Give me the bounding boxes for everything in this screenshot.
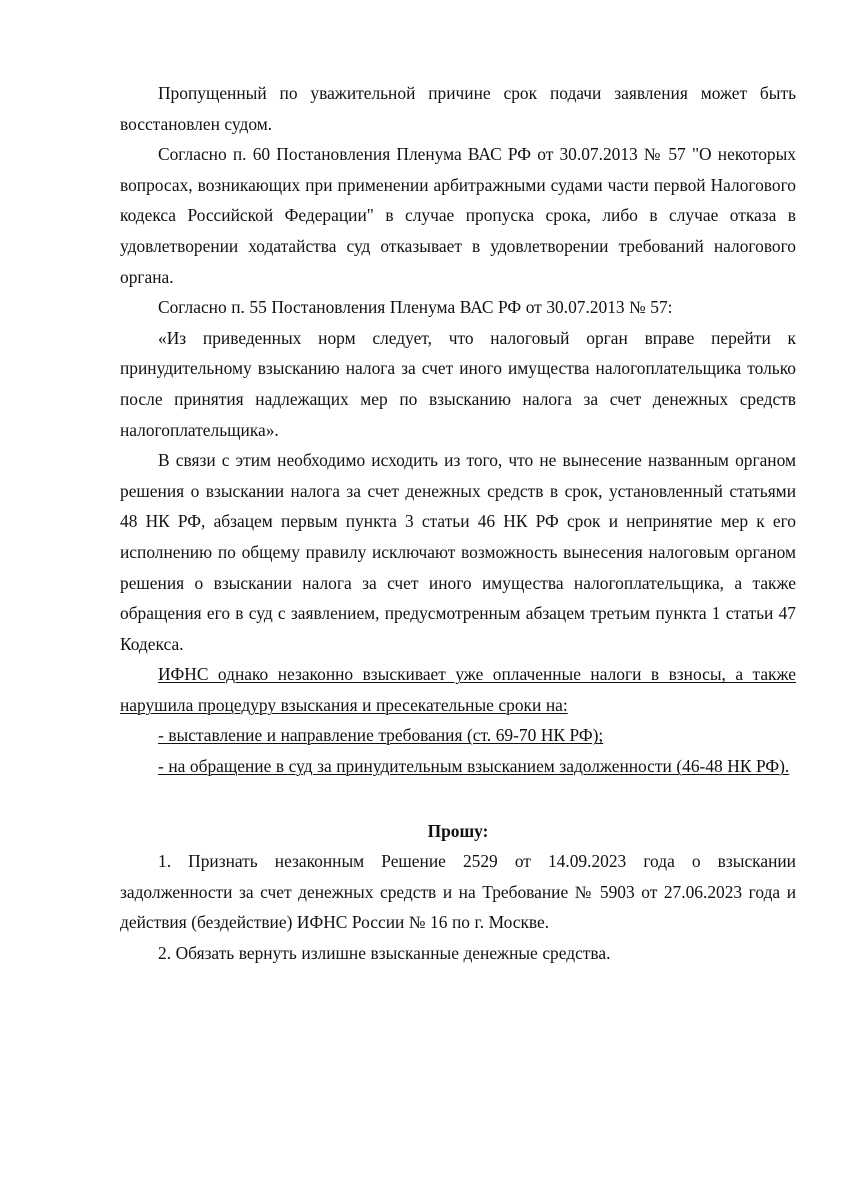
- paragraph-7-underlined-bullet: - выставление и направление требования (ст. 69-70 НК РФ);: [158, 725, 604, 746]
- request-heading: Прошу:: [427, 820, 489, 841]
- paragraph-3: Согласно п. 55 Постановления Пленума ВАС РФ от 30.07.2013 № 57:: [158, 297, 673, 318]
- section-spacer: [120, 782, 796, 816]
- paragraph-1: Пропущенный по уважительной причине срок подачи заявления может быть восстановлен судом.: [120, 83, 796, 134]
- request-item-1: 1. Признать незаконным Решение 2529 от 14.09.2023 года о взыскании задолженности за счет денежных средств и на Требование № 5903 от 27.06.2023 года и действия (бездействие) ИФНС России № 16 по г. Москве.: [120, 851, 796, 933]
- paragraph-6-underlined: ИФНС однако незаконно взыскивает уже оплаченные налоги в взносы, а также нарушила процедуру взыскания и пресекательные сроки на:: [120, 664, 796, 715]
- paragraph-2: Согласно п. 60 Постановления Пленума ВАС РФ от 30.07.2013 № 57 "О некоторых вопросах, возникающих при применении арбитражными судами части первой Налогового кодекса Российской Федерации" в случае пропуска срока, либо в случае отказа в удовлетворении ходатайства суд отказывает в удовлетворении требований налогового органа.: [120, 144, 796, 287]
- paragraph-8-underlined-bullet: - на обращение в суд за принудительным взысканием задолженности (46-48 НК РФ).: [158, 756, 790, 777]
- paragraph-5: В связи с этим необходимо исходить из того, что не вынесение названным органом решения о взыскании налога за счет денежных средств в срок, установленный статьями 48 НК РФ, абзацем первым пункта 3 статьи 46 НК РФ срок и непринятие мер к его исполнению по общему правилу исключают возможность вынесения налоговым органом решения о взыскании налога за счет иного имущества налогоплательщика, а также обращения его в суд с заявлением, предусмотренным абзацем третьим пункта 1 статьи 47 Кодекса.: [120, 450, 796, 654]
- paragraph-4: «Из приведенных норм следует, что налоговый орган вправе перейти к принудительному взысканию налога за счет иного имущества налогоплательщика только после принятия надлежащих мер по взысканию налога за счет денежных средств налогоплательщика».: [120, 327, 796, 440]
- document-body: [120, 78, 796, 969]
- request-item-2: 2. Обязать вернуть излишне взысканные денежные средства.: [158, 943, 611, 964]
